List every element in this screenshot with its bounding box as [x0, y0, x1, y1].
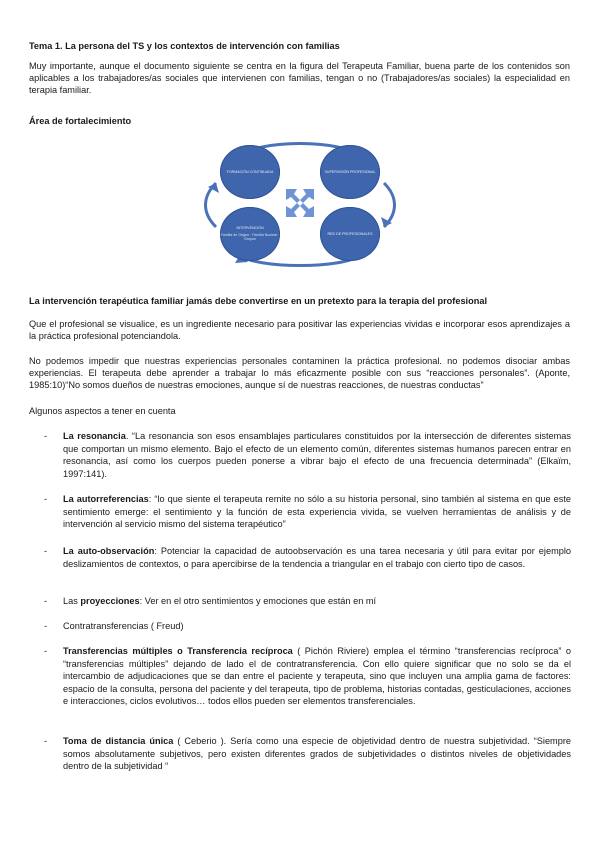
- section-heading: La intervención terapéutica familiar jamás debe convertirse en un pretexto para la terapia del profesional: [29, 296, 487, 306]
- strengthening-diagram: [200, 135, 400, 270]
- circle-label: RED DE PROFESIONALES: [327, 231, 373, 236]
- bullet-toma-distancia: [63, 735, 571, 773]
- bullet-dash: -: [44, 736, 48, 746]
- bullet-text: : Ver en el otro sentimientos y emociones que están en mí: [139, 596, 377, 606]
- bullet-transferencias-multiples: [63, 645, 571, 708]
- bullet-resonancia: [63, 430, 571, 480]
- center-cross-arrows: [286, 189, 314, 217]
- bullet-term: La autorreferencias: [63, 494, 149, 504]
- bullet-term: proyecciones: [80, 596, 140, 606]
- bullet-pre: Contratransferencias ( Freud): [63, 621, 184, 631]
- bullet-dash: -: [44, 431, 48, 441]
- intro-paragraph: Muy importante, aunque el documento siguiente se centra en la figura del Terapeuta Familiar, buena parte de los contenidos son aplicables a los trabajadores/as sociales que intervienen con familias, tengan o no (Trabajadores/as sociales) la especialidad en terapia familiar.: [29, 61, 570, 95]
- bullet-dash: -: [44, 646, 48, 656]
- circle-label: FORMACIÓN CONTINUADA: [226, 169, 274, 174]
- circle-label: INTERVENCIÓN: [236, 226, 264, 231]
- bullet-term: La resonancia: [63, 431, 126, 441]
- paragraph-1: Que el profesional se visualice, es un ingrediente necesario para positivar las experiencias vividas e incorporar esos aprendizajes a la práctica profesional potenciandola.: [29, 319, 570, 341]
- bullet-text: . “La resonancia son esos ensamblajes particulares constituidos por la intersección de diferentes sistemas que comportan un mismo elemento. Bajo el efecto de un elemento común, diferentes sistemas humanos parecen entrar en resonancia, así como los cuerpos pueden ponerse a vibrar bajo el efecto de una frecuencia determinada” (Elkaïm, 1997:141).: [63, 431, 571, 479]
- bullet-autorreferencias: [63, 493, 571, 531]
- bullet-text: : “lo que siente el terapeuta remite no sólo a su historia personal, sino también al sistema en que este sentimiento emerge: el sentimiento y la función de esta experiencia vivida, se vuelven herramientas de análisis y de intervención al servicio mismo del sistema terapéutico”: [63, 494, 571, 530]
- document-title: Tema 1. La persona del TS y los contextos de intervención con familias: [29, 41, 340, 51]
- bullet-dash: -: [44, 546, 48, 556]
- bullet-term: La auto-observación: [63, 546, 155, 556]
- bullet-text: ( Ceberio ). Sería como una especie de objetividad dentro de nuestra subjetividad. “Siempre somos absolutamente subjetivos, pero existen diferentes grados de subjetividades o distintos niveles de objetividades dentro de la subjetividad “: [63, 736, 571, 772]
- bullet-dash: -: [44, 621, 48, 631]
- circle-formacion: [220, 145, 280, 199]
- bullet-auto-observacion: [63, 545, 571, 570]
- bullet-contratransferencias: [63, 620, 571, 633]
- circle-supervision: [320, 145, 380, 199]
- bullet-dash: -: [44, 596, 48, 606]
- bullet-proyecciones: [63, 595, 571, 608]
- area-heading: Área de fortalecimiento: [29, 116, 132, 126]
- bullet-term: Toma de distancia única: [63, 736, 174, 746]
- bullet-dash: -: [44, 494, 48, 504]
- bullet-term: Transferencias múltiples o Transferencia recíproca: [63, 646, 293, 656]
- circle-intervencion: [220, 207, 280, 261]
- circle-red: [320, 207, 380, 261]
- circle-label: SUPERVISIÓN PROFESIONAL: [324, 169, 376, 174]
- circle-sublabel: Familia de Origen · Familia Nuclear · Grupos: [220, 232, 280, 242]
- bullet-text: : Potenciar la capacidad de autoobservación es una tarea necesaria y útil para evitar por ejemplo deslizamientos de contextos, o para apercibirse de la tendencia a triangular en el trabajo con cierto tipo de casos.: [63, 546, 571, 569]
- bullet-text: ( Pichón Riviere) emplea el término “transferencias recíproca” o “transferencias múltiples” dejando de lado el de contratransferencia. Con ello quiere significar que no solo se da el intercambio de adjudicaciones que se dan entre el paciente y terapeuta, sino que incluyen una amplia gama de factores: espacio de la consulta, persona del paciente y del terapeuta, tipo de problema, historias contadas, gesticulaciones, acciones e interacciones, ciclos evolutivos… todos ellos pueden ser elementos transferenciales.: [63, 646, 571, 707]
- paragraph-2: No podemos impedir que nuestras experiencias personales contaminen la práctica profesional. no podemos disociar ambas experiencias. El terapeuta debe aprender a trabajar lo más eficazmente posible con sus “reacciones personales”. (Aponte, 1985:10)“No somos dueños de nuestras emociones, aunque sí de nuestras reacciones, de nuestras conductas”: [29, 356, 570, 390]
- bullet-pre: Las: [63, 596, 81, 606]
- aspects-heading: Algunos aspectos a tener en cuenta: [29, 406, 176, 416]
